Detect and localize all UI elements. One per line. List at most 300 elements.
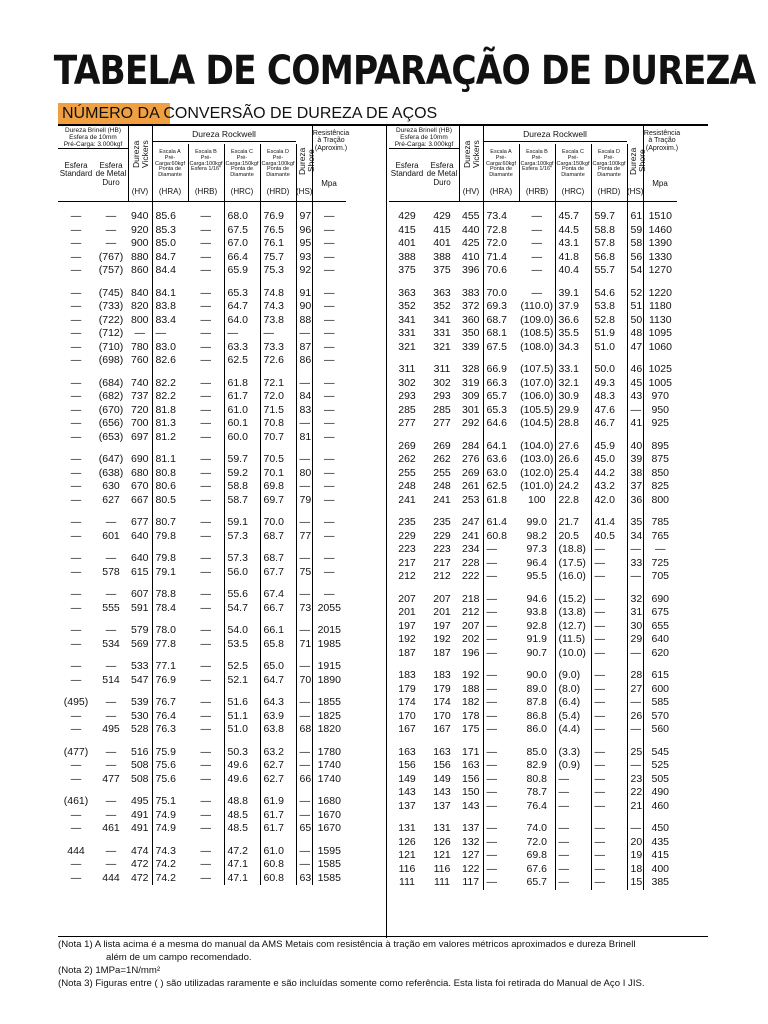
table-row (389, 237, 677, 251)
table-cell: 1740 (317, 759, 341, 771)
table-cell: 585 (651, 696, 670, 708)
table-cell: 81.2 (155, 430, 176, 443)
table-cell: — (188, 773, 224, 787)
table-cell: — (70, 637, 82, 650)
table-cell: 615 (128, 566, 152, 580)
table-cell: 311 (398, 363, 416, 375)
table-cell: 539 (128, 696, 152, 710)
table-cell: — (188, 759, 224, 773)
table-cell: 89.0 (519, 683, 555, 697)
table-cell: 80.6 (155, 480, 176, 492)
table-row (58, 480, 346, 494)
table-cell: 737 (128, 390, 152, 404)
table-row (58, 341, 346, 355)
table-cell: 302 (433, 376, 451, 389)
table-cell: 780 (128, 341, 152, 355)
table-cell: 64.7 (260, 674, 296, 688)
table-cell: 50 (627, 314, 643, 328)
table-cell: 785 (651, 516, 670, 528)
table-cell: (4.4) (555, 723, 591, 737)
table-cell: — (188, 696, 224, 710)
table-row (389, 710, 677, 724)
table-cell: 212 (459, 606, 483, 620)
table-cell: 61.9 (260, 795, 296, 809)
table-cell: 700 (128, 417, 152, 431)
table-cell: 415 (398, 223, 416, 236)
table-cell: 640 (128, 552, 152, 566)
table-cell: 69.8 (519, 849, 555, 863)
table-cell: — (105, 588, 117, 600)
table-cell: 677 (128, 516, 152, 530)
group-spacer (389, 278, 677, 287)
table-row (58, 354, 346, 368)
table-cell: 54.0 (224, 624, 260, 638)
table-cell: 620 (651, 646, 670, 659)
table-cell: — (324, 403, 335, 416)
table-cell: 66.1 (260, 624, 296, 638)
table-cell: 655 (651, 619, 670, 632)
table-cell: 85.6 (155, 210, 176, 222)
group-spacer (58, 786, 346, 795)
table-cell: (16.0) (555, 570, 591, 584)
table-cell: — (324, 286, 335, 299)
table-cell: 64.3 (260, 696, 296, 710)
table-cell: 47.1 (224, 858, 260, 872)
table-cell: 1180 (648, 300, 672, 312)
table-cell: 80.8 (519, 773, 555, 787)
table-cell: — (627, 723, 643, 737)
table-cell: 72.0 (519, 836, 555, 850)
table-cell: 100 (519, 494, 555, 508)
table-cell: 70.8 (260, 417, 296, 431)
table-cell: 277 (433, 417, 451, 429)
table-cell: — (70, 313, 82, 326)
table-cell: — (155, 327, 166, 339)
table-cell: 82.2 (155, 376, 176, 389)
table-cell: — (486, 876, 497, 888)
table-cell: 68.1 (486, 327, 507, 339)
table-cell: (682) (98, 390, 124, 402)
table-row (389, 251, 677, 265)
table-cell: 429 (398, 210, 416, 222)
table-cell: 247 (459, 516, 483, 530)
table-row (389, 453, 677, 467)
table-cell: 591 (128, 602, 152, 616)
table-row (58, 759, 346, 773)
escala-b-header: Escala B Pré-Carga:100kgf Esfera 1/16" (189, 149, 223, 173)
table-cell: 150 (459, 786, 483, 800)
table-cell: — (188, 494, 224, 508)
table-cell: — (105, 210, 117, 222)
table-cell: 895 (651, 439, 670, 452)
table-cell: 97.3 (519, 543, 555, 557)
table-cell: 253 (459, 494, 483, 508)
table-cell: — (105, 624, 117, 636)
table-cell: 222 (459, 570, 483, 584)
table-cell: 1740 (317, 772, 341, 785)
table-row (58, 773, 346, 787)
table-row (58, 467, 346, 481)
table-cell: — (188, 822, 224, 836)
table-cell: 167 (433, 723, 451, 735)
table-cell: — (188, 674, 224, 688)
table-cell: — (591, 570, 627, 584)
table-cell: 79.8 (155, 552, 176, 564)
table-cell: 321 (398, 340, 416, 353)
table-cell: — (591, 863, 627, 877)
table-cell: 228 (459, 557, 483, 571)
table-cell: 48.8 (224, 795, 260, 809)
table-cell: 229 (433, 529, 451, 542)
table-cell: — (70, 673, 82, 686)
table-cell: 61.0 (224, 404, 260, 418)
table-cell: 74.2 (155, 858, 176, 870)
table-cell: 65.7 (519, 876, 555, 890)
table-cell: — (486, 669, 497, 681)
table-cell: 269 (459, 467, 483, 481)
table-cell: 1595 (317, 844, 341, 857)
table-cell: 740 (128, 377, 152, 391)
table-cell: 375 (433, 264, 451, 276)
table-cell: 292 (459, 417, 483, 431)
table-cell: 63.3 (224, 341, 260, 355)
table-cell: 321 (433, 340, 451, 353)
table-cell: 39.1 (555, 287, 591, 301)
table-cell: 528 (128, 723, 152, 737)
group-spacer (58, 368, 346, 377)
table-cell: 900 (128, 237, 152, 251)
table-cell: 51.0 (224, 723, 260, 737)
table-cell: 491 (128, 822, 152, 836)
table-cell: 78.4 (155, 601, 176, 614)
table-cell: 54 (627, 264, 643, 278)
unit-label: (HV) (131, 187, 149, 196)
table-cell: — (519, 251, 555, 265)
table-cell: 601 (102, 529, 120, 542)
table-cell: — (591, 836, 627, 850)
table-cell: 52.1 (224, 674, 260, 688)
table-cell: 18 (627, 863, 643, 877)
table-cell: 81.3 (155, 417, 176, 429)
table-row (58, 287, 346, 301)
table-cell: — (105, 237, 117, 249)
table-cell: 460 (651, 799, 670, 812)
table-cell: 970 (651, 390, 670, 402)
table-cell: 207 (433, 592, 451, 605)
table-cell: 51.6 (224, 696, 260, 710)
table-cell: — (555, 822, 591, 836)
table-cell: 60.8 (260, 858, 296, 872)
table-cell: 217 (433, 556, 451, 569)
table-row (389, 417, 677, 431)
table-row (389, 570, 677, 584)
table-cell: — (70, 871, 82, 884)
table-cell: (461) (63, 795, 89, 807)
table-cell: 96.4 (519, 557, 555, 571)
table-cell: 440 (459, 224, 483, 238)
table-cell: — (324, 565, 335, 578)
table-cell: 156 (398, 759, 416, 771)
group-spacer (389, 737, 677, 746)
table-cell: 20 (627, 836, 643, 850)
table-cell: 461 (102, 822, 120, 834)
table-cell: (9.0) (555, 669, 591, 683)
table-row (389, 467, 677, 481)
table-cell: — (70, 223, 82, 236)
table-cell: 75.9 (155, 745, 176, 758)
note-1: (Nota 1) A lista acima é a mesma do manual da AMS Metais com resistência à tração em valores métricos aproximados e dureza Brinell (58, 939, 636, 950)
escala-c-header: Escala C Pré-Carga:150kgf Ponta de Diamante (556, 149, 590, 179)
table-cell: — (70, 516, 82, 528)
table-cell: 920 (128, 224, 152, 238)
table-cell: 1585 (317, 871, 341, 884)
table-cell: — (486, 786, 497, 798)
table-cell: 90.7 (519, 647, 555, 661)
table-cell: 192 (459, 669, 483, 683)
unit-label: (HS) (296, 187, 313, 196)
table-cell: 31 (627, 606, 643, 620)
table-cell: 235 (398, 516, 416, 528)
table-row (389, 314, 677, 328)
table-cell: 80.7 (155, 516, 176, 528)
table-cell: — (188, 327, 224, 341)
table-cell: 57.8 (591, 237, 627, 251)
table-cell: 167 (398, 723, 416, 735)
unit-label: (HRD) (597, 187, 621, 196)
table-cell: 174 (433, 696, 451, 708)
table-cell: — (555, 773, 591, 787)
table-cell: 67.5 (224, 224, 260, 238)
table-cell: — (486, 696, 497, 708)
table-cell: 52.8 (591, 314, 627, 328)
table-cell: 143 (459, 800, 483, 814)
table-cell: 34 (627, 530, 643, 544)
table-row (58, 638, 346, 652)
left-conversion-table (58, 126, 346, 885)
table-cell: — (224, 327, 260, 341)
table-cell: 59 (627, 224, 643, 238)
table-cell: — (591, 593, 627, 607)
table-cell: — (70, 624, 82, 636)
table-cell: 49.6 (224, 773, 260, 787)
table-cell: 490 (651, 786, 670, 798)
table-cell: 218 (459, 593, 483, 607)
table-cell: — (105, 858, 117, 870)
table-cell: — (296, 552, 312, 566)
table-cell: — (188, 638, 224, 652)
table-cell: 69.8 (260, 480, 296, 494)
table-cell: (3.3) (555, 746, 591, 760)
table-cell: 44.2 (591, 467, 627, 481)
table-cell: 285 (433, 403, 451, 416)
table-cell: 32 (627, 593, 643, 607)
table-cell: 70 (296, 674, 312, 688)
table-cell: 444 (67, 844, 85, 857)
table-cell: 75.6 (155, 759, 176, 771)
table-cell: 82.6 (155, 354, 176, 366)
table-row (58, 624, 346, 638)
unit-label: (HRC) (561, 187, 585, 196)
table-cell: 174 (398, 696, 416, 708)
table-cell: 62.7 (260, 773, 296, 787)
table-cell: 65 (296, 822, 312, 836)
table-cell: 175 (459, 723, 483, 737)
table-row (389, 224, 677, 238)
table-cell: 179 (433, 682, 451, 695)
table-row (389, 620, 677, 634)
table-cell: 68.0 (224, 210, 260, 224)
table-cell: 71.5 (260, 404, 296, 418)
table-cell: — (188, 210, 224, 224)
table-cell: 41.4 (591, 516, 627, 530)
table-cell: 62.5 (486, 480, 507, 492)
table-cell: 48 (627, 327, 643, 341)
table-cell: 62.5 (224, 354, 260, 368)
table-cell: 156 (433, 759, 451, 771)
table-cell: 1025 (648, 363, 672, 375)
table-cell: 20.5 (555, 530, 591, 544)
unit-label: Mpa (652, 179, 668, 188)
table-row (58, 746, 346, 760)
table-cell: — (486, 592, 497, 605)
table-cell: 56.0 (224, 566, 260, 580)
table-cell: — (188, 390, 224, 404)
table-cell: — (627, 822, 643, 836)
table-cell: — (296, 660, 312, 674)
table-cell: 25 (627, 746, 643, 760)
resistencia-header: Resistência à Tração (Aproxim.) (643, 130, 681, 152)
table-cell: 61.8 (486, 493, 507, 506)
table-cell: 875 (651, 453, 670, 465)
table-cell: 90 (296, 300, 312, 314)
table-cell: 1670 (317, 808, 341, 821)
table-cell: — (591, 683, 627, 697)
table-row (389, 363, 677, 377)
table-cell: — (188, 516, 224, 530)
group-spacer (389, 813, 677, 822)
table-cell: 71 (296, 638, 312, 652)
table-cell: 840 (128, 287, 152, 301)
table-cell: 207 (459, 620, 483, 634)
table-cell: — (296, 327, 312, 341)
table-cell: 76.1 (260, 237, 296, 251)
table-cell: — (188, 809, 224, 823)
vickers-header: Dureza Vickers (462, 140, 481, 168)
table-cell: 99.0 (519, 516, 555, 530)
table-cell: 293 (398, 390, 416, 402)
table-row (389, 516, 677, 530)
table-cell: — (70, 808, 82, 821)
table-cell: 67.0 (224, 237, 260, 251)
table-cell: — (105, 795, 117, 807)
table-cell: 472 (128, 858, 152, 872)
table-row (389, 876, 677, 890)
table-cell: 525 (651, 759, 670, 771)
table-cell: 76.4 (519, 800, 555, 814)
table-row (389, 404, 677, 418)
table-row (58, 251, 346, 265)
table-cell: 92.8 (519, 620, 555, 634)
table-cell: — (591, 620, 627, 634)
table-row (389, 327, 677, 341)
table-cell: 70.0 (486, 286, 507, 299)
table-cell: — (296, 480, 312, 494)
table-cell: — (105, 808, 117, 821)
table-cell: 58.7 (224, 494, 260, 508)
table-cell: (733) (98, 300, 124, 312)
table-cell: 73 (296, 602, 312, 616)
table-cell: 328 (459, 363, 483, 377)
table-cell: — (70, 340, 82, 353)
table-cell: — (324, 210, 335, 222)
table-cell: — (519, 224, 555, 238)
table-cell: 29 (627, 633, 643, 647)
group-spacer (58, 651, 346, 660)
table-row (58, 210, 346, 224)
table-cell: 569 (128, 638, 152, 652)
table-cell: — (324, 250, 335, 263)
table-cell: 65.7 (486, 390, 507, 402)
table-row (389, 341, 677, 355)
table-cell: 72.0 (260, 390, 296, 404)
table-cell: 1670 (317, 822, 341, 834)
table-cell: — (296, 710, 312, 724)
table-cell: 68 (296, 723, 312, 737)
table-cell: — (70, 601, 82, 614)
table-cell: 121 (398, 849, 416, 861)
table-cell: 690 (651, 592, 670, 605)
table-cell: 66.4 (224, 251, 260, 265)
table-cell: — (324, 264, 335, 276)
table-cell: 49.6 (224, 759, 260, 773)
table-cell: 533 (128, 660, 152, 674)
table-cell: 950 (651, 403, 670, 416)
table-cell: 720 (128, 404, 152, 418)
table-cell: — (105, 223, 117, 236)
table-cell: 940 (128, 210, 152, 224)
table-cell: 217 (398, 556, 416, 569)
table-cell: — (296, 845, 312, 859)
table-cell: 94.6 (519, 593, 555, 607)
table-cell: 197 (398, 619, 416, 632)
table-row (58, 809, 346, 823)
table-cell: 1855 (317, 696, 341, 708)
table-cell: 76.3 (155, 723, 176, 735)
table-cell: 95.5 (519, 570, 555, 584)
table-cell: 22.8 (555, 494, 591, 508)
table-cell: 85.3 (155, 223, 176, 236)
table-cell: 81.1 (155, 453, 176, 465)
table-cell: — (296, 516, 312, 530)
table-cell: 860 (128, 264, 152, 278)
table-cell: 615 (651, 669, 670, 681)
table-cell: (767) (98, 250, 124, 263)
note-2: (Nota 2) 1MPa=1N/mm² (58, 965, 161, 976)
table-cell: 375 (398, 264, 416, 276)
table-cell: — (105, 552, 117, 564)
table-cell: 74.3 (155, 844, 176, 857)
table-cell: (107.5) (520, 363, 554, 375)
table-cell: 69.7 (260, 494, 296, 508)
table-cell: 79 (296, 494, 312, 508)
table-cell: — (70, 453, 82, 465)
table-cell: — (324, 493, 335, 506)
table-cell: 74.9 (155, 822, 176, 834)
table-row (389, 863, 677, 877)
table-cell: 75.6 (155, 772, 176, 785)
table-cell: 117 (459, 876, 483, 890)
table-cell: 1270 (648, 264, 672, 276)
